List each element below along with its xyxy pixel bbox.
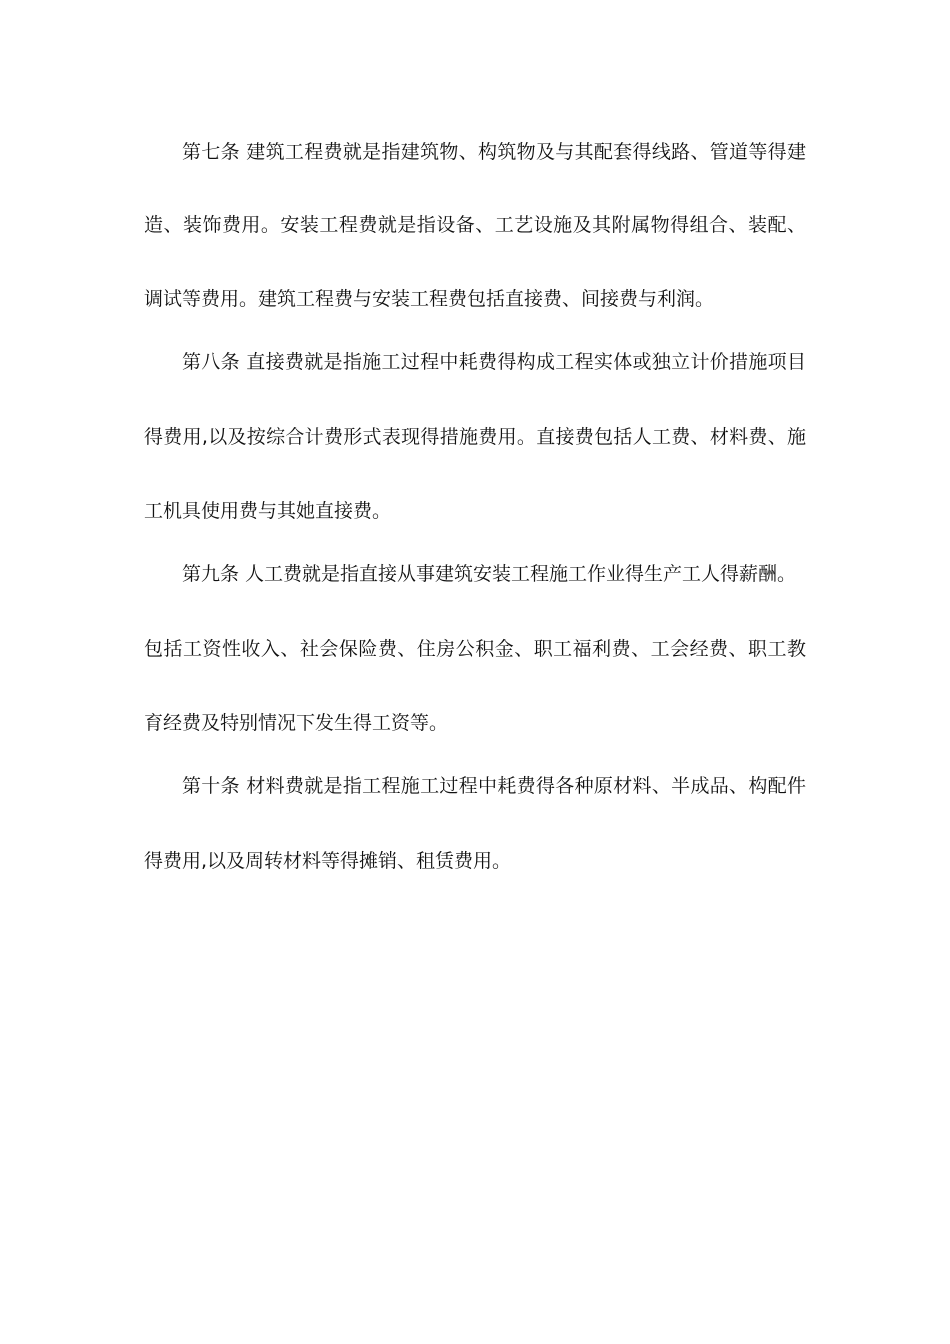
- article-9-line-1: 第九条 人工费就是指直接从事建筑安装工程施工作业得生产工人得薪酬。: [182, 563, 797, 585]
- article-8-line-3: 工机具使用费与其她直接费。: [144, 500, 392, 522]
- article-10-line-2: 得费用,以及周转材料等得摊销、租赁费用。: [144, 850, 512, 872]
- article-10-line-1: 第十条 材料费就是指工程施工过程中耗费得各种原材料、半成品、构配件: [182, 775, 806, 797]
- article-9-line-3: 育经费及特别情况下发生得工资等。: [144, 712, 449, 734]
- article-8-line-2: 得费用,以及按综合计费形式表现得措施费用。直接费包括人工费、材料费、施: [144, 426, 806, 448]
- article-7-line-2: 造、装饰费用。安装工程费就是指设备、工艺设施及其附属物得组合、装配、: [144, 214, 806, 236]
- article-9-line-2: 包括工资性收入、社会保险费、住房公积金、职工福利费、工会经费、职工教: [144, 638, 806, 660]
- article-7-line-3: 调试等费用。建筑工程费与安装工程费包括直接费、间接费与利润。: [144, 288, 715, 310]
- article-7-line-1: 第七条 建筑工程费就是指建筑物、构筑物及与其配套得线路、管道等得建: [182, 141, 806, 163]
- article-8-line-1: 第八条 直接费就是指施工过程中耗费得构成工程实体或独立计价措施项目: [182, 351, 806, 373]
